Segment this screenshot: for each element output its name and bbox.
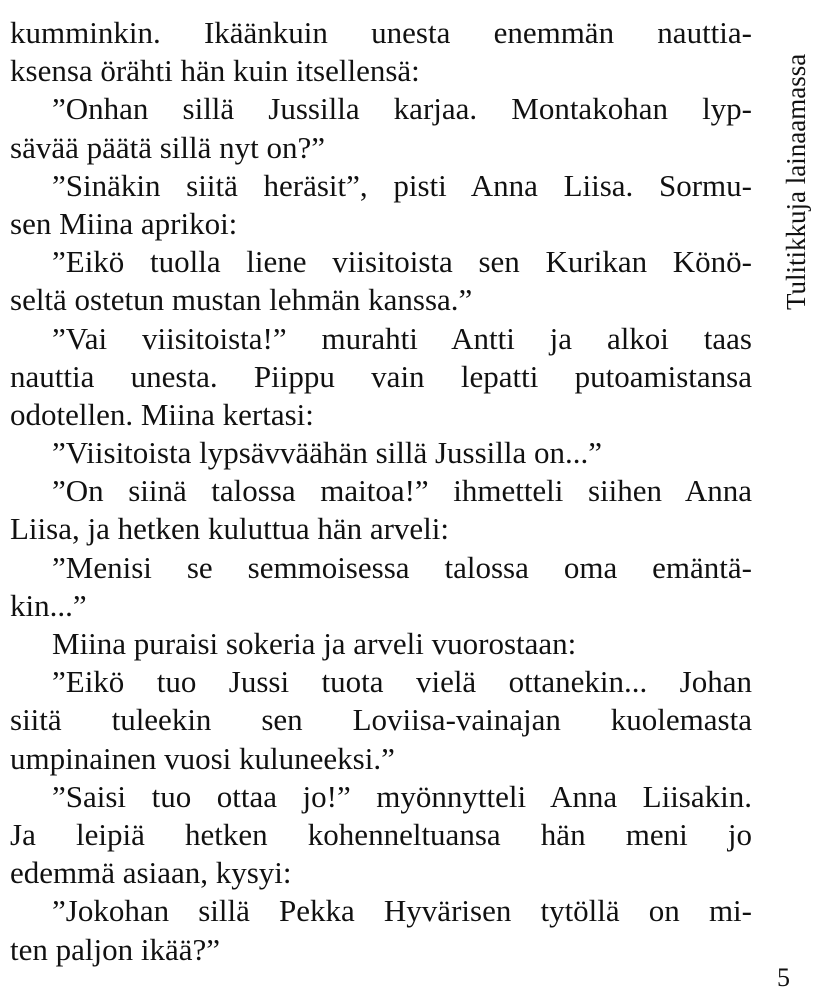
text-line: edemmä asiaan, kysyi: [10, 855, 292, 891]
text-line: ”Viisitoista lypsävväähän sillä Jussilla on...” [52, 435, 603, 471]
text-line: ”Vai viisitoista!” murahti Antti ja alkoi taas [52, 320, 752, 356]
text-line: ”On siinä talossa maitoa!” ihmetteli siihen Anna [52, 473, 752, 509]
text-line: ”Saisi tuo ottaa jo!” myönnytteli Anna Liisakin. [52, 778, 752, 814]
running-header [776, 10, 816, 310]
text-line: siitä tuleekin sen Loviisa-vainajan kuolemasta [10, 702, 752, 738]
text-line: odotellen. Miina kertasi: [10, 396, 314, 432]
text-line: nauttia unesta. Piippu vain lepatti putoamistansa [10, 358, 752, 394]
text-line: Liisa, ja hetken kuluttua hän arveli: [10, 511, 450, 547]
text-line: ”Jokohan sillä Pekka Hyvärisen tytöllä on mi- [52, 893, 752, 929]
text-line: Ja leipiä hetken kohenneltuansa hän meni jo [10, 816, 752, 852]
text-line: seltä ostetun mustan lehmän kanssa.” [10, 282, 473, 318]
page-body-text [10, 14, 752, 969]
text-line: sen Miina aprikoi: [10, 205, 238, 241]
page-number: 5 [777, 963, 790, 992]
text-line: ”Onhan sillä Jussilla karjaa. Montakohan lyp- [52, 91, 752, 127]
text-line: Miina puraisi sokeria ja arveli vuorostaan: [52, 626, 577, 661]
text-line: ”Menisi se semmoisessa talossa oma emäntä- [52, 549, 752, 585]
text-line: ”Eikö tuo Jussi tuota vielä ottanekin... Johan [52, 664, 752, 700]
text-line: kumminkin. Ikäänkuin unesta enemmän nauttia- [10, 15, 752, 50]
text-line: sävää päätä sillä nyt on?” [10, 129, 326, 165]
text-line: ”Sinäkin siitä heräsit”, pisti Anna Liisa. Sormu- [52, 167, 752, 203]
text-line: ”Eikö tuolla liene viisitoista sen Kurikan Könö- [52, 244, 752, 280]
text-line: ten paljon ikää?” [10, 931, 221, 967]
text-line: kin...” [10, 587, 87, 623]
running-header-text: Tulitikkuja lainaamassa [781, 53, 811, 310]
text-line: ksensa örähti hän kuin itsellensä: [10, 53, 420, 89]
text-line: umpinainen vuosi kuluneeksi.” [10, 740, 395, 776]
